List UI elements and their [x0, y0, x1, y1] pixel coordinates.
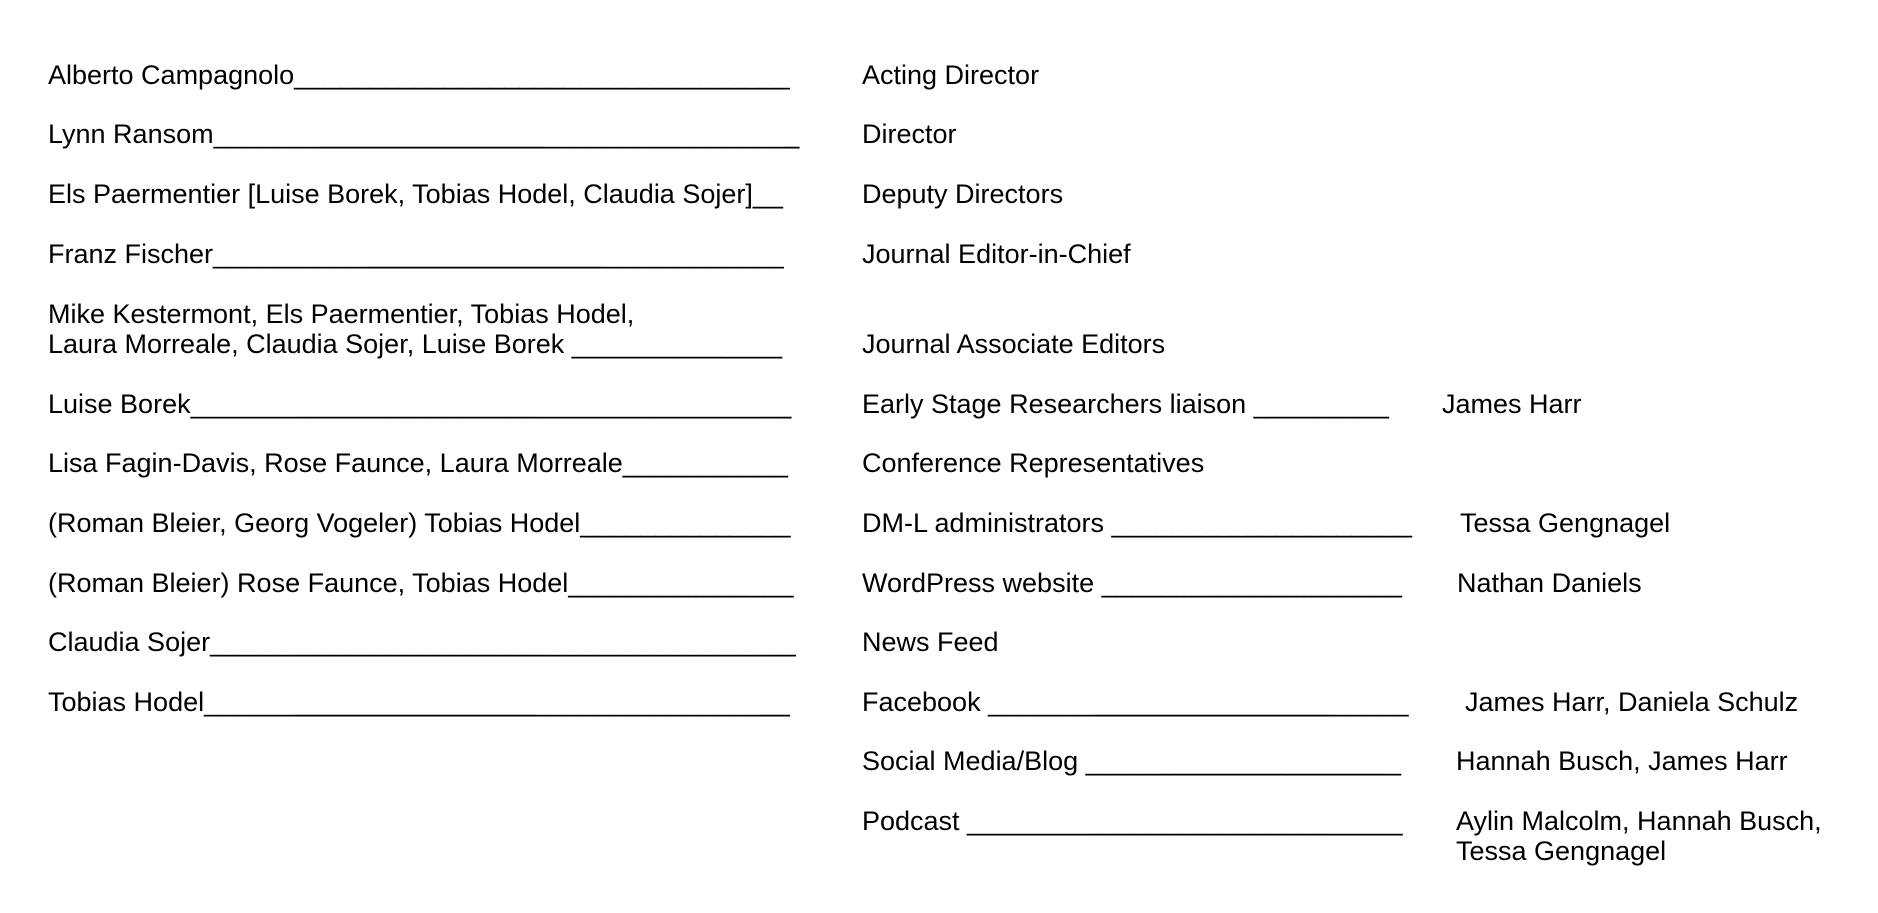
- row-2-left: Lynn Ransom_______________________________________: [48, 119, 800, 149]
- row-13-right-line-1: Aylin Malcolm, Hannah Busch,: [1456, 806, 1822, 836]
- row-5-left-line-2: Laura Morreale, Claudia Sojer, Luise Borek ______________: [48, 329, 783, 359]
- row-9-role: WordPress website ____________________: [862, 568, 1402, 598]
- row-8-right: Tessa Gengnagel: [1460, 508, 1671, 538]
- row-9-right: Nathan Daniels: [1457, 568, 1642, 598]
- row-10-left: Claudia Sojer_______________________________________: [48, 627, 796, 657]
- row-8-left: (Roman Bleier, Georg Vogeler) Tobias Hodel______________: [48, 508, 791, 538]
- row-5-role: Journal Associate Editors: [862, 329, 1166, 359]
- row-6-right: James Harr: [1442, 389, 1582, 419]
- row-1-role: Acting Director: [862, 60, 1040, 90]
- row-4-left: Franz Fischer______________________________________: [48, 239, 784, 269]
- row-10-role: News Feed: [862, 627, 999, 657]
- row-11-right: James Harr, Daniela Schulz: [1465, 687, 1799, 717]
- row-9-left: (Roman Bleier) Rose Faunce, Tobias Hodel_______________: [48, 568, 794, 598]
- row-12-right: Hannah Busch, James Harr: [1456, 746, 1788, 776]
- row-12-role: Social Media/Blog _____________________: [862, 746, 1401, 776]
- row-2-role: Director: [862, 119, 957, 149]
- row-11-role: Facebook ____________________________: [862, 687, 1409, 717]
- row-11-left: Tobias Hodel_______________________________________: [48, 687, 790, 717]
- row-5-left-line-1: Mike Kestermont, Els Paermentier, Tobias Hodel,: [48, 299, 635, 329]
- row-4-role: Journal Editor-in-Chief: [862, 239, 1131, 269]
- row-13-right-line-2: Tessa Gengnagel: [1456, 836, 1667, 866]
- row-7-role: Conference Representatives: [862, 448, 1205, 478]
- row-6-role: Early Stage Researchers liaison _________: [862, 389, 1389, 419]
- row-3-role: Deputy Directors: [862, 179, 1064, 209]
- row-13-role: Podcast _____________________________: [862, 806, 1403, 836]
- row-1-left: Alberto Campagnolo_________________________________: [48, 60, 790, 90]
- row-6-left: Luise Borek________________________________________: [48, 389, 792, 419]
- row-8-role: DM-L administrators ____________________: [862, 508, 1412, 538]
- row-3-left: Els Paermentier [Luise Borek, Tobias Hodel, Claudia Sojer]__: [48, 179, 783, 209]
- row-7-left: Lisa Fagin-Davis, Rose Faunce, Laura Morreale___________: [48, 448, 788, 478]
